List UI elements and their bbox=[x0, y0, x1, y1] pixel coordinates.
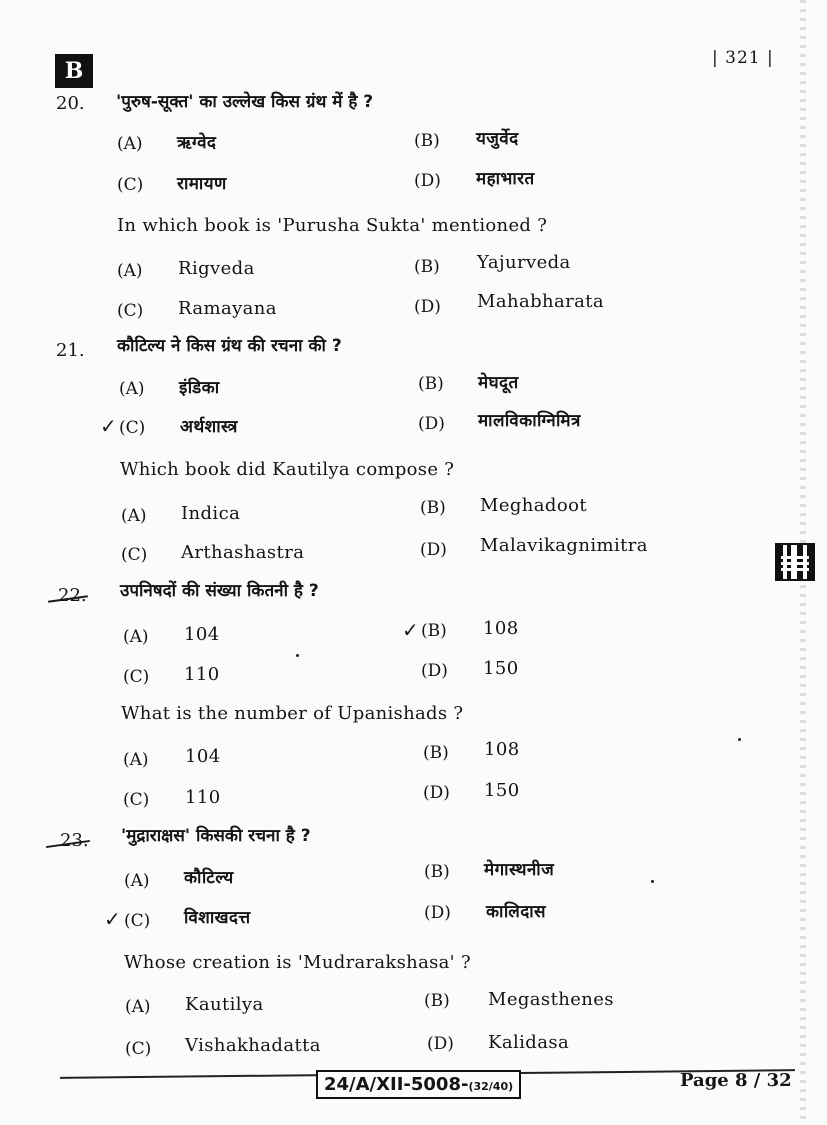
scan-speck bbox=[651, 880, 654, 883]
option-b-english: Meghadoot bbox=[480, 495, 587, 516]
option-label-d: (D) bbox=[423, 783, 450, 803]
option-label-a: (A) bbox=[123, 627, 149, 647]
option-d-english: 150 bbox=[484, 780, 520, 801]
question-english: What is the number of Upanishads ? bbox=[121, 703, 464, 724]
page-number: Page 8 / 32 bbox=[680, 1070, 792, 1091]
option-c-english: 110 bbox=[185, 787, 221, 808]
handwritten-tick-icon: ✓ bbox=[402, 618, 419, 642]
option-c-hindi: 110 bbox=[184, 664, 220, 685]
option-label-c: (C) bbox=[123, 790, 150, 810]
option-a-hindi: 104 bbox=[184, 624, 220, 645]
option-label-d: (D) bbox=[421, 661, 448, 681]
option-label-b: (B) bbox=[421, 621, 447, 641]
option-d-hindi: 150 bbox=[483, 658, 519, 679]
option-label-b: (B) bbox=[424, 862, 450, 882]
paper-code bbox=[316, 1070, 521, 1099]
option-label-b: (B) bbox=[414, 131, 440, 151]
option-c-english: Arthashastra bbox=[181, 542, 305, 563]
option-label-a: (A) bbox=[117, 261, 143, 281]
option-b-hindi: मेघदूत bbox=[478, 373, 519, 393]
option-b-english: Yajurveda bbox=[477, 252, 571, 273]
question-hindi: 'मुद्राराक्षस' किसकी रचना है ? bbox=[121, 826, 311, 846]
option-label-d: (D) bbox=[418, 414, 445, 434]
scan-speck bbox=[738, 738, 741, 741]
option-b-hindi: 108 bbox=[483, 618, 519, 639]
option-a-english: Rigveda bbox=[178, 258, 255, 279]
question-number: 23. bbox=[60, 830, 89, 851]
option-a-hindi: इंडिका bbox=[179, 378, 220, 398]
question-english: Which book did Kautilya compose ? bbox=[120, 459, 455, 480]
option-label-d: (D) bbox=[414, 297, 441, 317]
paper-code-main: 24/A/XII-5008- bbox=[324, 1074, 469, 1095]
option-label-b: (B) bbox=[424, 991, 450, 1011]
question-english: Whose creation is 'Mudrarakshasa' ? bbox=[124, 952, 471, 973]
option-d-english: Mahabharata bbox=[477, 291, 605, 312]
option-a-english: Indica bbox=[181, 503, 241, 524]
option-label-c: (C) bbox=[119, 418, 146, 438]
option-label-a: (A) bbox=[117, 134, 143, 154]
option-d-hindi: कालिदास bbox=[486, 902, 546, 922]
option-c-hindi: रामायण bbox=[177, 174, 227, 194]
option-label-c: (C) bbox=[117, 175, 144, 195]
handwritten-tick-icon: ✓ bbox=[104, 907, 121, 931]
option-c-hindi: अर्थशास्त्र bbox=[180, 417, 238, 437]
option-label-a: (A) bbox=[124, 871, 150, 891]
option-label-b: (B) bbox=[418, 374, 444, 394]
option-label-b: (B) bbox=[414, 257, 440, 277]
option-label-d: (D) bbox=[420, 540, 447, 560]
question-hindi: कौटिल्य ने किस ग्रंथ की रचना की ? bbox=[117, 336, 342, 356]
option-label-a: (A) bbox=[119, 379, 145, 399]
page-code: | 321 | bbox=[712, 48, 774, 68]
option-label-d: (D) bbox=[424, 903, 451, 923]
option-b-english: 108 bbox=[484, 739, 520, 760]
option-label-b: (B) bbox=[423, 743, 449, 763]
question-number: 21. bbox=[56, 340, 85, 361]
option-label-d: (D) bbox=[414, 171, 441, 191]
option-label-b: (B) bbox=[420, 498, 446, 518]
option-label-c: (C) bbox=[117, 301, 144, 321]
option-label-a: (A) bbox=[121, 506, 147, 526]
paper-code-suffix: (32/40) bbox=[468, 1080, 514, 1093]
option-d-hindi: महाभारत bbox=[476, 169, 535, 189]
option-a-hindi: कौटिल्य bbox=[184, 868, 234, 888]
option-d-english: Malavikagnimitra bbox=[480, 535, 648, 556]
option-label-c: (C) bbox=[125, 1039, 152, 1059]
option-b-hindi: यजुर्वेद bbox=[476, 129, 519, 149]
qr-code-icon bbox=[775, 543, 815, 581]
question-number: 20. bbox=[56, 93, 85, 114]
option-c-english: Vishakhadatta bbox=[185, 1035, 321, 1056]
option-a-english: Kautilya bbox=[185, 994, 264, 1015]
option-b-hindi: मेगास्थनीज bbox=[484, 860, 555, 880]
option-label-c: (C) bbox=[123, 667, 150, 687]
scan-speck bbox=[296, 654, 299, 657]
option-label-c: (C) bbox=[124, 911, 151, 931]
question-hindi: 'पुरुष-सूक्त' का उल्लेख किस ग्रंथ में है ? bbox=[116, 92, 374, 112]
option-label-a: (A) bbox=[125, 997, 151, 1017]
handwritten-tick-icon: ✓ bbox=[100, 414, 117, 438]
question-number: 22. bbox=[58, 585, 87, 606]
option-label-d: (D) bbox=[427, 1034, 454, 1054]
option-c-english: Ramayana bbox=[178, 298, 277, 319]
option-b-english: Megasthenes bbox=[488, 989, 614, 1010]
option-d-hindi: मालविकाग्निमित्र bbox=[478, 411, 581, 431]
option-label-c: (C) bbox=[121, 545, 148, 565]
option-a-english: 104 bbox=[185, 746, 221, 767]
option-label-a: (A) bbox=[123, 750, 149, 770]
option-c-hindi: विशाखदत्त bbox=[184, 908, 251, 928]
option-a-hindi: ऋग्वेद bbox=[177, 133, 217, 153]
question-hindi: उपनिषदों की संख्या कितनी है ? bbox=[120, 581, 319, 601]
option-d-english: Kalidasa bbox=[488, 1032, 570, 1053]
set-badge: B bbox=[55, 54, 93, 88]
question-english: In which book is 'Purusha Sukta' mentioned ? bbox=[117, 215, 548, 236]
